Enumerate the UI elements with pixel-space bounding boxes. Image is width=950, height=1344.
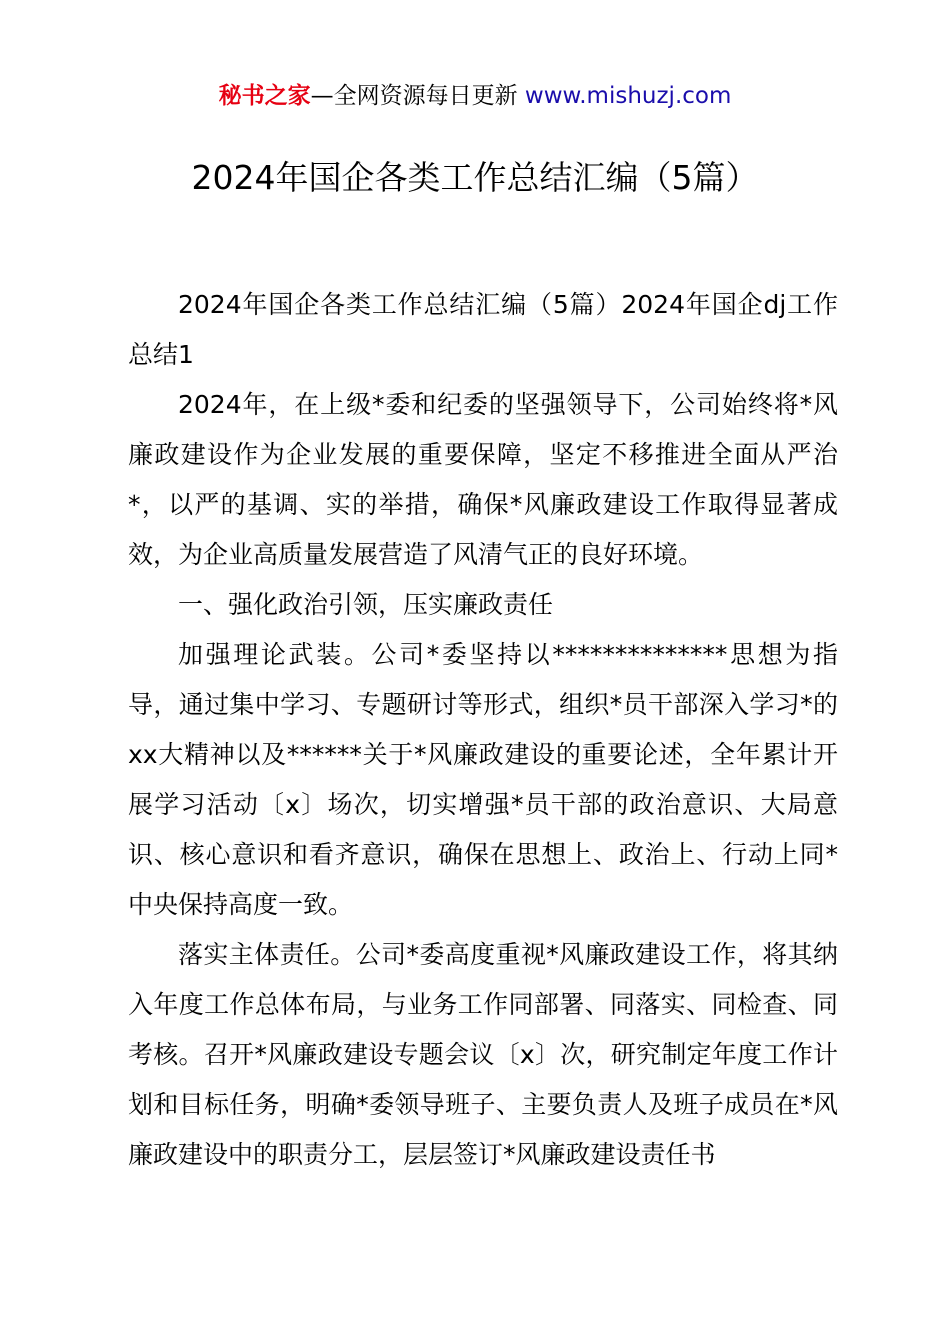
body-paragraph: 2024年，在上级*委和纪委的坚强领导下，公司始终将*风廉政建设作为企业发展的重要保障，坚定不移推进全面从严治*，以严的基调、实的举措，确保*风廉政建设工作取得显著成效，为企业高质量发展营造了风清气正的良好环境。 bbox=[128, 390, 838, 569]
intro-paragraph: 2024年国企各类工作总结汇编（5篇）2024年国企dj工作总结1 bbox=[128, 290, 838, 369]
header-tagline: —全网资源每日更新 bbox=[310, 83, 518, 109]
site-url-link[interactable]: www.mishuzj.com bbox=[524, 83, 732, 109]
body-paragraph: 落实主体责任。公司*委高度重视*风廉政建设工作，将其纳入年度工作总体布局，与业务工作同部署、同落实、同检查、同考核。召开*风廉政建设专题会议〔x〕次，研究制定年度工作计划和目标任务，明确*委领导班子、主要负责人及班子成员在*风廉政建设中的职责分工，层层签订*风廉政建设责任书 bbox=[128, 940, 838, 1169]
document-title: 2024年国企各类工作总结汇编（5篇） bbox=[191, 158, 759, 197]
section-heading: 一、强化政治引领，压实廉政责任 bbox=[178, 590, 554, 619]
brand-name: 秘书之家 bbox=[218, 83, 311, 109]
document-body bbox=[128, 280, 838, 1180]
body-paragraph: 加强理论武装。公司*委坚持以**************思想为指导，通过集中学习、专题研讨等形式，组织*员干部深入学习*的xx大精神以及******关于*风廉政建设的重要论述，全年累计开展学习活动〔x〕场次，切实增强*员干部的政治意识、大局意识、核心意识和看齐意识，确保在思想上、政治上、行动上同*中央保持高度一致。 bbox=[128, 640, 838, 919]
site-header bbox=[0, 80, 950, 112]
